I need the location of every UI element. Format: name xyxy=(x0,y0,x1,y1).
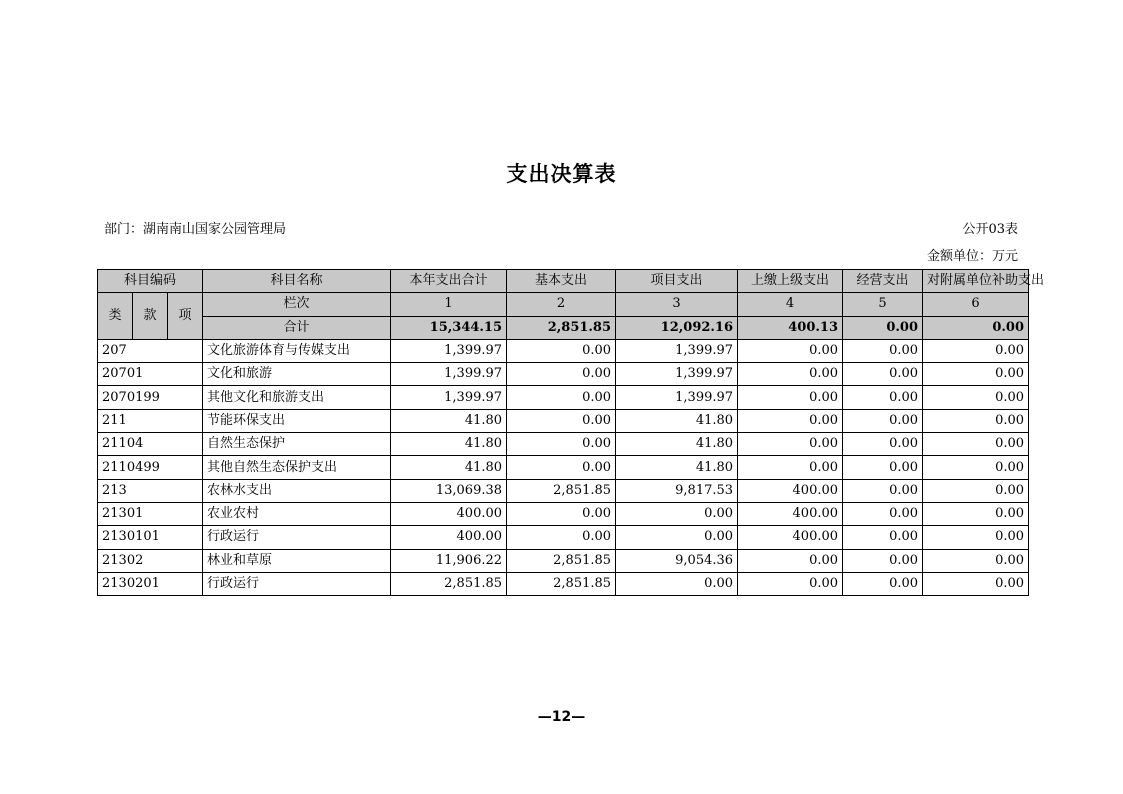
subject-code: 2070199 xyxy=(98,386,203,409)
amount-cell: 0.00 xyxy=(507,409,616,432)
table-row xyxy=(98,502,1029,525)
subject-code: 21104 xyxy=(98,433,203,456)
amount-cell: 1,399.97 xyxy=(616,339,738,362)
subject-name: 农林水支出 xyxy=(203,479,391,502)
subject-code: 211 xyxy=(98,409,203,432)
header-col-6: 对附属单位补助支出 xyxy=(923,270,1029,293)
amount-cell: 41.80 xyxy=(391,433,507,456)
subject-name: 农业农村 xyxy=(203,502,391,525)
table-row xyxy=(98,409,1029,432)
amount-cell: 400.00 xyxy=(738,502,843,525)
form-number: 公开03表 xyxy=(962,222,1018,237)
subject-code: 2130101 xyxy=(98,526,203,549)
amount-cell: 41.80 xyxy=(616,409,738,432)
amount-cell: 0.00 xyxy=(507,339,616,362)
page-title: 支出决算表 xyxy=(506,161,617,186)
header-lanci: 栏次 xyxy=(203,293,391,316)
subject-name: 林业和草原 xyxy=(203,549,391,572)
amount-cell: 0.00 xyxy=(507,456,616,479)
subject-code: 21301 xyxy=(98,502,203,525)
total-label: 合计 xyxy=(203,316,391,339)
amount-cell: 0.00 xyxy=(507,502,616,525)
amount-cell: 0.00 xyxy=(507,386,616,409)
amount-cell: 1,399.97 xyxy=(391,363,507,386)
total-value: 15,344.15 xyxy=(391,316,507,339)
amount-cell: 0.00 xyxy=(923,386,1029,409)
header-col-4: 上缴上级支出 xyxy=(738,270,843,293)
amount-cell: 2,851.85 xyxy=(391,572,507,595)
amount-cell: 0.00 xyxy=(843,386,923,409)
col-number-4: 4 xyxy=(738,293,843,316)
total-value: 0.00 xyxy=(843,316,923,339)
amount-cell: 1,399.97 xyxy=(616,386,738,409)
amount-cell: 0.00 xyxy=(923,502,1029,525)
subject-name: 文化和旅游 xyxy=(203,363,391,386)
amount-cell: 0.00 xyxy=(616,572,738,595)
amount-cell: 0.00 xyxy=(923,572,1029,595)
header-col-3: 项目支出 xyxy=(616,270,738,293)
amount-cell: 41.80 xyxy=(616,456,738,479)
amount-cell: 11,906.22 xyxy=(391,549,507,572)
subject-name: 行政运行 xyxy=(203,572,391,595)
header-xiang: 项 xyxy=(168,293,203,340)
amount-cell: 0.00 xyxy=(923,409,1029,432)
subject-name: 行政运行 xyxy=(203,526,391,549)
amount-cell: 0.00 xyxy=(738,549,843,572)
subject-name: 自然生态保护 xyxy=(203,433,391,456)
table-row xyxy=(98,479,1029,502)
col-number-1: 1 xyxy=(391,293,507,316)
amount-cell: 0.00 xyxy=(738,363,843,386)
amount-cell: 0.00 xyxy=(738,386,843,409)
amount-unit: 金额单位：万元 xyxy=(926,249,1018,264)
table-row xyxy=(98,572,1029,595)
total-value: 400.13 xyxy=(738,316,843,339)
amount-cell: 2,851.85 xyxy=(507,479,616,502)
col-number-6: 6 xyxy=(923,293,1029,316)
header-code: 科目编码 xyxy=(98,270,203,293)
amount-cell: 0.00 xyxy=(843,549,923,572)
amount-cell: 0.00 xyxy=(843,433,923,456)
subject-code: 213 xyxy=(98,479,203,502)
department-label: 部门：湖南南山国家公园管理局 xyxy=(104,222,287,237)
amount-cell: 0.00 xyxy=(738,409,843,432)
amount-cell: 13,069.38 xyxy=(391,479,507,502)
amount-cell: 41.80 xyxy=(391,409,507,432)
table-row xyxy=(98,386,1029,409)
amount-cell: 0.00 xyxy=(923,479,1029,502)
amount-cell: 0.00 xyxy=(843,363,923,386)
total-value: 2,851.85 xyxy=(507,316,616,339)
amount-cell: 0.00 xyxy=(923,363,1029,386)
amount-cell: 41.80 xyxy=(616,433,738,456)
amount-cell: 0.00 xyxy=(843,572,923,595)
header-col-1: 本年支出合计 xyxy=(391,270,507,293)
table-row xyxy=(98,549,1029,572)
amount-cell: 9,817.53 xyxy=(616,479,738,502)
amount-cell: 0.00 xyxy=(923,526,1029,549)
amount-cell: 0.00 xyxy=(738,456,843,479)
expenditure-table xyxy=(97,269,1045,596)
amount-cell: 0.00 xyxy=(507,363,616,386)
header-lei: 类 xyxy=(98,293,133,340)
column-number-row xyxy=(98,293,1029,316)
subject-code: 20701 xyxy=(98,363,203,386)
amount-cell: 0.00 xyxy=(843,456,923,479)
header-col-2: 基本支出 xyxy=(507,270,616,293)
subject-name: 其他文化和旅游支出 xyxy=(203,386,391,409)
amount-cell: 41.80 xyxy=(391,456,507,479)
col-number-5: 5 xyxy=(843,293,923,316)
amount-cell: 0.00 xyxy=(843,339,923,362)
amount-cell: 0.00 xyxy=(507,433,616,456)
amount-cell: 0.00 xyxy=(923,339,1029,362)
amount-cell: 1,399.97 xyxy=(391,339,507,362)
amount-cell: 0.00 xyxy=(616,526,738,549)
subject-name: 其他自然生态保护支出 xyxy=(203,456,391,479)
amount-cell: 400.00 xyxy=(738,479,843,502)
total-value: 0.00 xyxy=(923,316,1029,339)
amount-cell: 0.00 xyxy=(738,433,843,456)
subject-code: 207 xyxy=(98,339,203,362)
header-kuan: 款 xyxy=(133,293,168,340)
header-row xyxy=(98,270,1029,293)
subject-code: 2130201 xyxy=(98,572,203,595)
amount-cell: 1,399.97 xyxy=(391,386,507,409)
amount-cell: 0.00 xyxy=(843,479,923,502)
amount-cell: 0.00 xyxy=(507,526,616,549)
total-row xyxy=(98,316,1029,339)
table-row xyxy=(98,339,1029,362)
col-number-3: 3 xyxy=(616,293,738,316)
total-value: 12,092.16 xyxy=(616,316,738,339)
amount-cell: 0.00 xyxy=(923,456,1029,479)
amount-cell: 0.00 xyxy=(738,572,843,595)
amount-cell: 9,054.36 xyxy=(616,549,738,572)
table-row xyxy=(98,526,1029,549)
col-number-2: 2 xyxy=(507,293,616,316)
amount-cell: 0.00 xyxy=(923,549,1029,572)
subject-name: 节能环保支出 xyxy=(203,409,391,432)
amount-cell: 1,399.97 xyxy=(616,363,738,386)
table-row xyxy=(98,433,1029,456)
amount-cell: 0.00 xyxy=(843,526,923,549)
amount-cell: 0.00 xyxy=(738,339,843,362)
amount-cell: 0.00 xyxy=(843,409,923,432)
amount-cell: 0.00 xyxy=(843,502,923,525)
page-number: —12— xyxy=(537,709,586,725)
table-row xyxy=(98,456,1029,479)
header-col-5: 经营支出 xyxy=(843,270,923,293)
amount-cell: 0.00 xyxy=(616,502,738,525)
amount-cell: 400.00 xyxy=(391,526,507,549)
subject-name: 文化旅游体育与传媒支出 xyxy=(203,339,391,362)
subject-code: 2110499 xyxy=(98,456,203,479)
subject-code: 21302 xyxy=(98,549,203,572)
amount-cell: 0.00 xyxy=(923,433,1029,456)
table-row xyxy=(98,363,1029,386)
amount-cell: 400.00 xyxy=(391,502,507,525)
amount-cell: 400.00 xyxy=(738,526,843,549)
header-name: 科目名称 xyxy=(203,270,391,293)
amount-cell: 2,851.85 xyxy=(507,549,616,572)
amount-cell: 2,851.85 xyxy=(507,572,616,595)
